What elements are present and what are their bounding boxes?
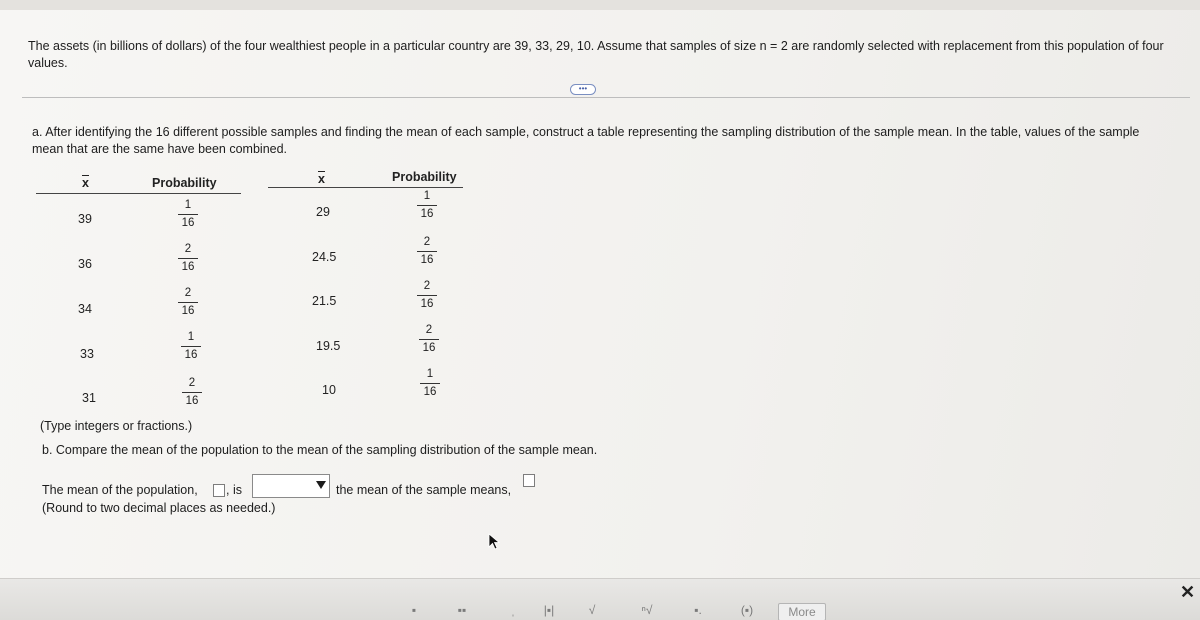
left-probability-header: Probability	[152, 176, 217, 190]
left-xbar-value: 39	[78, 212, 92, 226]
right-xbar-header: x	[318, 172, 325, 186]
left-probability-fraction[interactable]: 2 16	[177, 287, 199, 318]
answer-sentence	[42, 483, 642, 503]
right-xbar-value: 19.5	[316, 339, 341, 353]
right-probability-header: Probability	[392, 170, 457, 184]
answer-end-text: the mean of the sample means,	[336, 483, 512, 497]
left-xbar-value: 31	[82, 391, 96, 405]
right-probability-fraction[interactable]: 1 16	[419, 368, 441, 399]
right-probability-fraction[interactable]: 2 16	[416, 236, 438, 267]
right-xbar-value: 21.5	[312, 294, 337, 308]
pointer-cursor-icon	[487, 532, 503, 550]
fraction-note: (Type integers or fractions.)	[40, 419, 193, 433]
right-xbar-value: 29	[316, 205, 330, 219]
close-icon[interactable]: ✕	[1180, 582, 1196, 602]
more-button[interactable]: More	[778, 603, 826, 620]
population-mean-input[interactable]	[213, 484, 225, 497]
toolbar-fraction-icon[interactable]: ▪	[411, 603, 417, 617]
math-toolbar	[0, 578, 1200, 620]
left-probability-fraction[interactable]: 2 16	[181, 377, 203, 408]
right-xbar-value: 24.5	[312, 250, 337, 264]
left-probability-fraction[interactable]: 2 16	[177, 243, 199, 274]
toolbar-decimal-icon[interactable]: ▪.	[694, 603, 702, 617]
toolbar-mixed-number-icon[interactable]: ▪▪	[457, 603, 467, 617]
rounding-note: (Round to two decimal places as needed.)	[42, 501, 276, 515]
left-probability-fraction[interactable]: 1 16	[180, 331, 202, 362]
problem-statement: The assets (in billions of dollars) of the four wealthiest people in a particular country are 39, 33, 29, 10. Assume that samples of size n = 2 are randomly selected with replacement from this population of four values.	[28, 39, 1164, 70]
left-xbar-value: 34	[78, 302, 92, 316]
left-xbar-value: 36	[78, 257, 92, 271]
toolbar-parentheses-icon[interactable]: (▪)	[740, 603, 754, 617]
ellipsis-icon[interactable]: •••	[570, 84, 596, 95]
right-xbar-value: 10	[322, 383, 336, 397]
toolbar-exponent-icon[interactable]: ˌ	[511, 603, 515, 617]
left-xbar-value: 33	[80, 347, 94, 361]
header-strip	[0, 0, 1200, 10]
right-probability-fraction[interactable]: 2 16	[416, 280, 438, 311]
caret-down-icon	[316, 481, 326, 489]
sample-means-mean-input[interactable]	[523, 474, 535, 487]
left-xbar-header: x	[82, 176, 89, 190]
right-header-rule	[268, 187, 463, 188]
answer-lead-text: The mean of the population,	[42, 483, 198, 497]
comparison-dropdown[interactable]	[252, 474, 330, 498]
part-b-prompt: b. Compare the mean of the population to the mean of the sampling distribution of the sample mean.	[42, 443, 598, 457]
right-probability-fraction[interactable]: 2 16	[418, 324, 440, 355]
toolbar-nth-root-icon[interactable]: ⁿ√	[641, 603, 653, 617]
left-header-rule	[36, 193, 241, 194]
toolbar-sqrt-icon[interactable]: √	[588, 603, 596, 617]
divider	[22, 97, 1190, 98]
toolbar-absolute-value-icon[interactable]: |▪|	[543, 603, 555, 617]
part-a-prompt: a. After identifying the 16 different possible samples and finding the mean of each sample, construct a table representing the sampling distribution of the sample mean. In the table, values of the sample mean that are the same have been combined.	[32, 125, 1140, 156]
left-probability-fraction[interactable]: 1 16	[177, 199, 199, 230]
right-probability-fraction[interactable]: 1 16	[416, 190, 438, 221]
answer-is-text: , is	[226, 483, 242, 497]
